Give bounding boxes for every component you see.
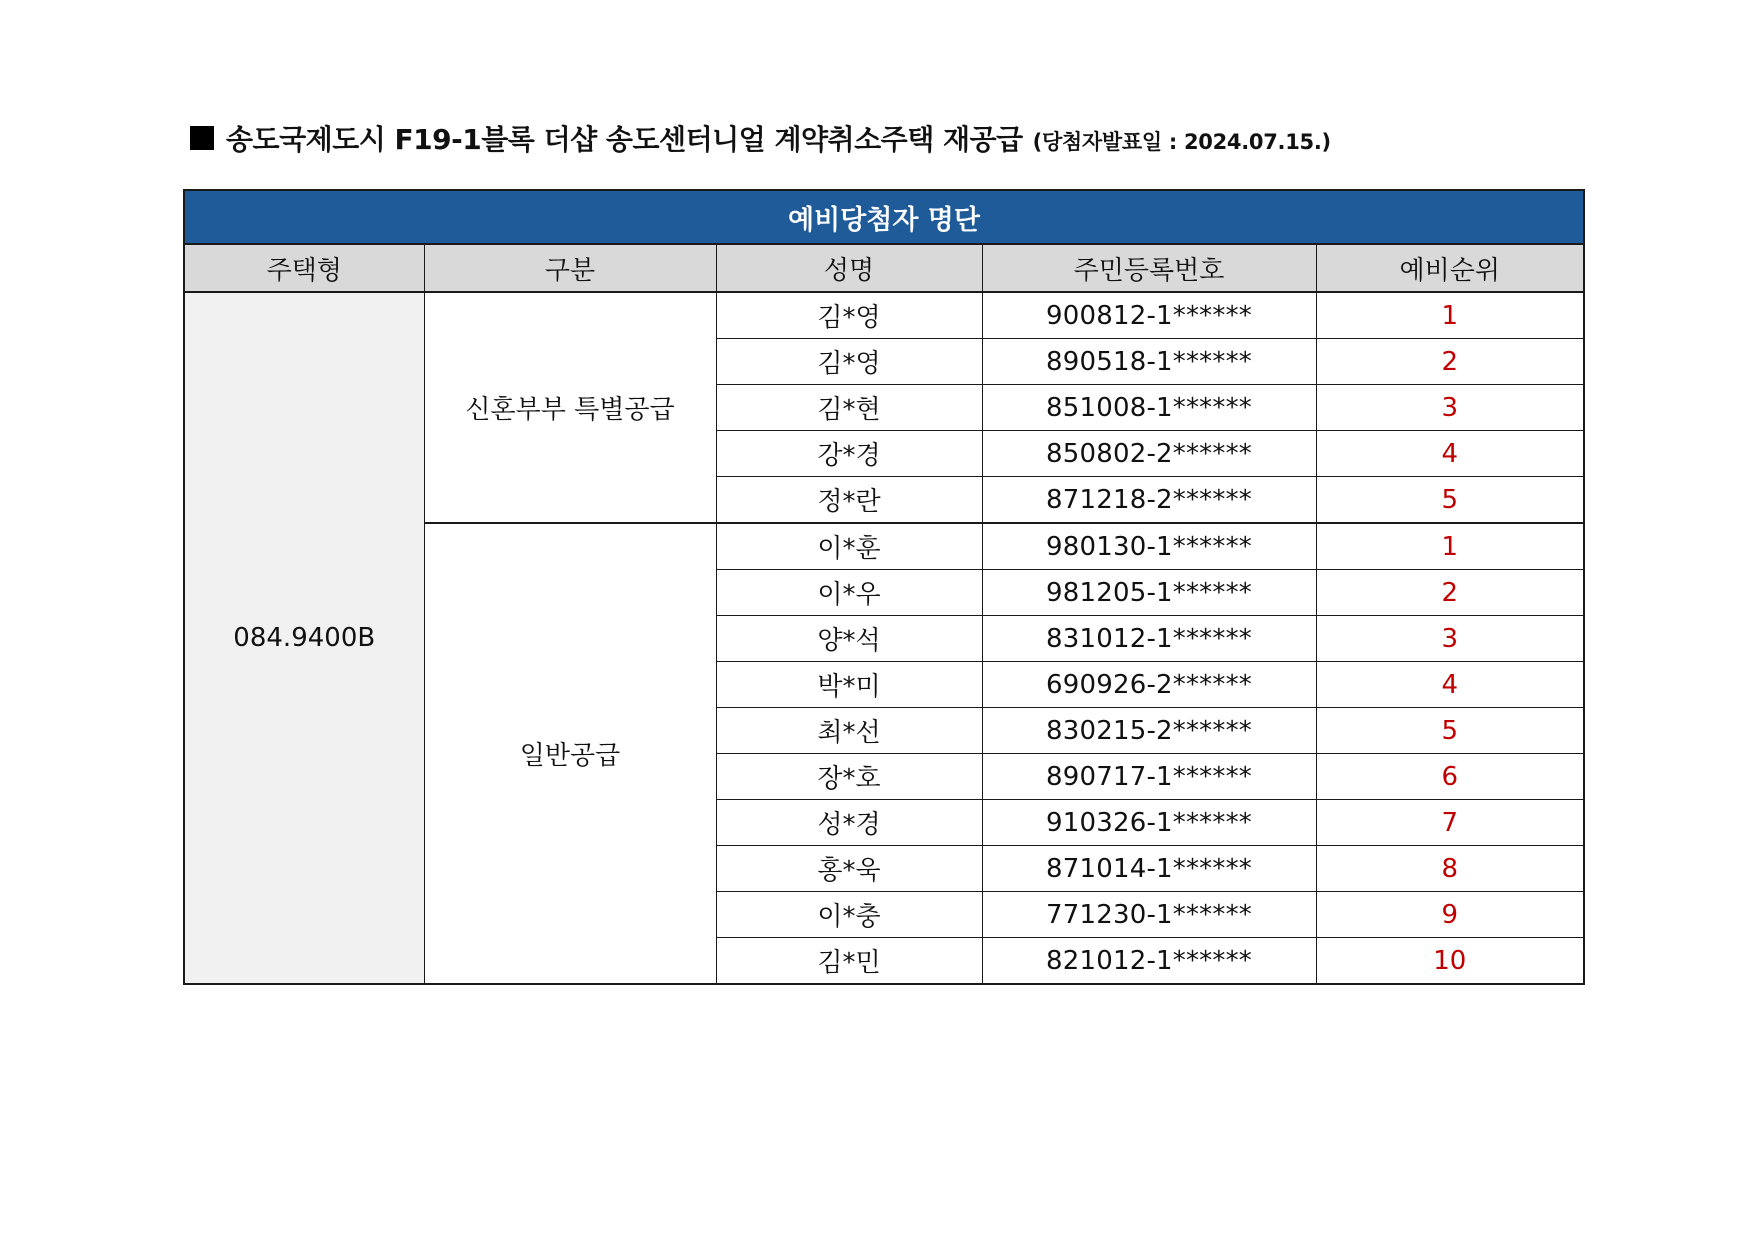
id-number-cell: 871014-1******: [982, 846, 1316, 892]
id-number-cell: 900812-1******: [982, 292, 1316, 339]
id-number-cell: 771230-1******: [982, 892, 1316, 938]
winner-name-cell: 김*현: [716, 385, 982, 431]
reserve-rank-cell: 10: [1316, 938, 1584, 985]
winner-name-cell: 김*민: [716, 938, 982, 985]
reserve-rank-cell: 5: [1316, 708, 1584, 754]
column-header-category: 구분: [424, 244, 716, 292]
reserve-rank-cell: 6: [1316, 754, 1584, 800]
id-number-cell: 830215-2******: [982, 708, 1316, 754]
winner-name-cell: 이*우: [716, 570, 982, 616]
id-number-cell: 851008-1******: [982, 385, 1316, 431]
table-row: [184, 292, 1584, 339]
id-number-cell: 910326-1******: [982, 800, 1316, 846]
reserve-rank-cell: 4: [1316, 662, 1584, 708]
id-number-cell: 821012-1******: [982, 938, 1316, 985]
table-body: [184, 292, 1584, 984]
reserve-rank-cell: 2: [1316, 570, 1584, 616]
reserve-winners-table: [183, 189, 1585, 985]
winner-name-cell: 성*경: [716, 800, 982, 846]
column-header-reserve-rank: 예비순위: [1316, 244, 1584, 292]
winner-name-cell: 김*영: [716, 292, 982, 339]
reserve-rank-cell: 5: [1316, 477, 1584, 524]
reserve-rank-cell: 3: [1316, 616, 1584, 662]
page-title: [190, 118, 1331, 158]
reserve-rank-cell: 4: [1316, 431, 1584, 477]
reserve-rank-cell: 7: [1316, 800, 1584, 846]
winner-name-cell: 정*란: [716, 477, 982, 524]
id-number-cell: 850802-2******: [982, 431, 1316, 477]
winner-name-cell: 장*호: [716, 754, 982, 800]
column-header-id-number: 주민등록번호: [982, 244, 1316, 292]
title-announcement-date: (당첨자발표일 : 2024.07.15.): [1032, 130, 1331, 154]
winner-name-cell: 이*훈: [716, 523, 982, 570]
supply-category-cell: 일반공급: [424, 523, 716, 984]
housing-type-cell: 084.9400B: [184, 292, 424, 984]
winner-name-cell: 박*미: [716, 662, 982, 708]
table-banner: 예비당첨자 명단: [184, 190, 1584, 244]
winner-name-cell: 강*경: [716, 431, 982, 477]
id-number-cell: 690926-2******: [982, 662, 1316, 708]
title-main: 송도국제도시 F19-1블록 더샵 송도센터니얼 계약취소주택 재공급: [226, 123, 1023, 156]
id-number-cell: 871218-2******: [982, 477, 1316, 524]
reserve-rank-cell: 9: [1316, 892, 1584, 938]
winner-name-cell: 홍*욱: [716, 846, 982, 892]
square-bullet-icon: [190, 126, 214, 150]
id-number-cell: 890717-1******: [982, 754, 1316, 800]
reserve-rank-cell: 3: [1316, 385, 1584, 431]
reserve-rank-cell: 2: [1316, 339, 1584, 385]
id-number-cell: 980130-1******: [982, 523, 1316, 570]
winner-name-cell: 김*영: [716, 339, 982, 385]
id-number-cell: 831012-1******: [982, 616, 1316, 662]
supply-category-cell: 신혼부부 특별공급: [424, 292, 716, 523]
reserve-rank-cell: 1: [1316, 523, 1584, 570]
winner-name-cell: 이*충: [716, 892, 982, 938]
id-number-cell: 890518-1******: [982, 339, 1316, 385]
column-header-name: 성명: [716, 244, 982, 292]
reserve-rank-cell: 1: [1316, 292, 1584, 339]
reserve-rank-cell: 8: [1316, 846, 1584, 892]
id-number-cell: 981205-1******: [982, 570, 1316, 616]
winner-name-cell: 양*석: [716, 616, 982, 662]
winner-name-cell: 최*선: [716, 708, 982, 754]
column-header-housing-type: 주택형: [184, 244, 424, 292]
